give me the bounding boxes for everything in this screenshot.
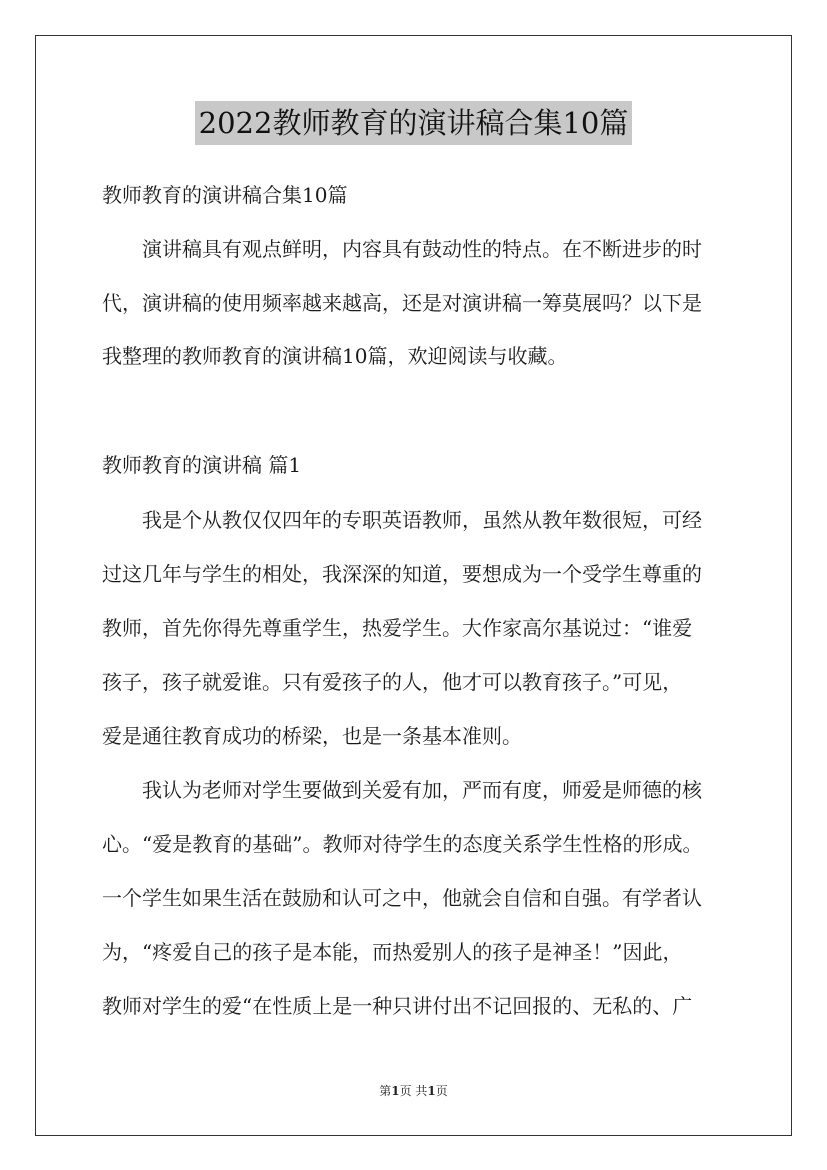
page-total: 1 [427, 1084, 436, 1098]
paragraph-line: 心。“爱是教育的基础”。教师对待学生的态度关系学生性格的形成。 [102, 832, 703, 856]
section-heading: 教师教育的演讲稿 篇1 [102, 453, 302, 477]
page-footer [0, 1082, 827, 1099]
paragraph-line: 为，“疼爱自己的孩子是本能，而热爱别人的孩子是神圣！”因此， [102, 940, 683, 964]
paragraph-line: 爱是通往教育成功的桥梁，也是一条基本准则。 [102, 724, 522, 748]
page-label-suffix: 页 [435, 1084, 448, 1098]
paragraph-line: 一个学生如果生活在鼓励和认可之中，他就会自信和自强。有学者认 [102, 886, 702, 910]
paragraph-line: 孩子，孩子就爱谁。只有爱孩子的人，他才可以教育孩子。”可见， [102, 670, 683, 694]
document-title: 2022教师教育的演讲稿合集10篇 [195, 101, 633, 145]
title-container [0, 101, 827, 145]
paragraph-line: 教师对学生的爱“在性质上是一种只讲付出不记回报的、无私的、广 [102, 994, 693, 1018]
subtitle: 教师教育的演讲稿合集10篇 [102, 183, 348, 207]
paragraph-line: 我是个从教仅仅四年的专职英语教师，虽然从教年数很短，可经 [142, 508, 702, 532]
intro-line: 我整理的教师教育的演讲稿10篇，欢迎阅读与收藏。 [102, 344, 568, 368]
paragraph-line: 教师，首先你得先尊重学生，热爱学生。大作家高尔基说过：“谁爱 [102, 616, 693, 640]
page-label-mid: 页 共 [399, 1084, 428, 1098]
page-number: 1 [391, 1084, 400, 1098]
intro-line: 代，演讲稿的使用频率越来越高，还是对演讲稿一筹莫展吗？以下是 [102, 291, 702, 315]
paragraph-line: 我认为老师对学生要做到关爱有加，严而有度，师爱是师德的核 [142, 778, 702, 802]
paragraph-line: 过这几年与学生的相处，我深深的知道，要想成为一个受学生尊重的 [102, 562, 702, 586]
page-label-prefix: 第 [379, 1084, 392, 1098]
intro-line: 演讲稿具有观点鲜明，内容具有鼓动性的特点。在不断进步的时 [142, 237, 702, 261]
